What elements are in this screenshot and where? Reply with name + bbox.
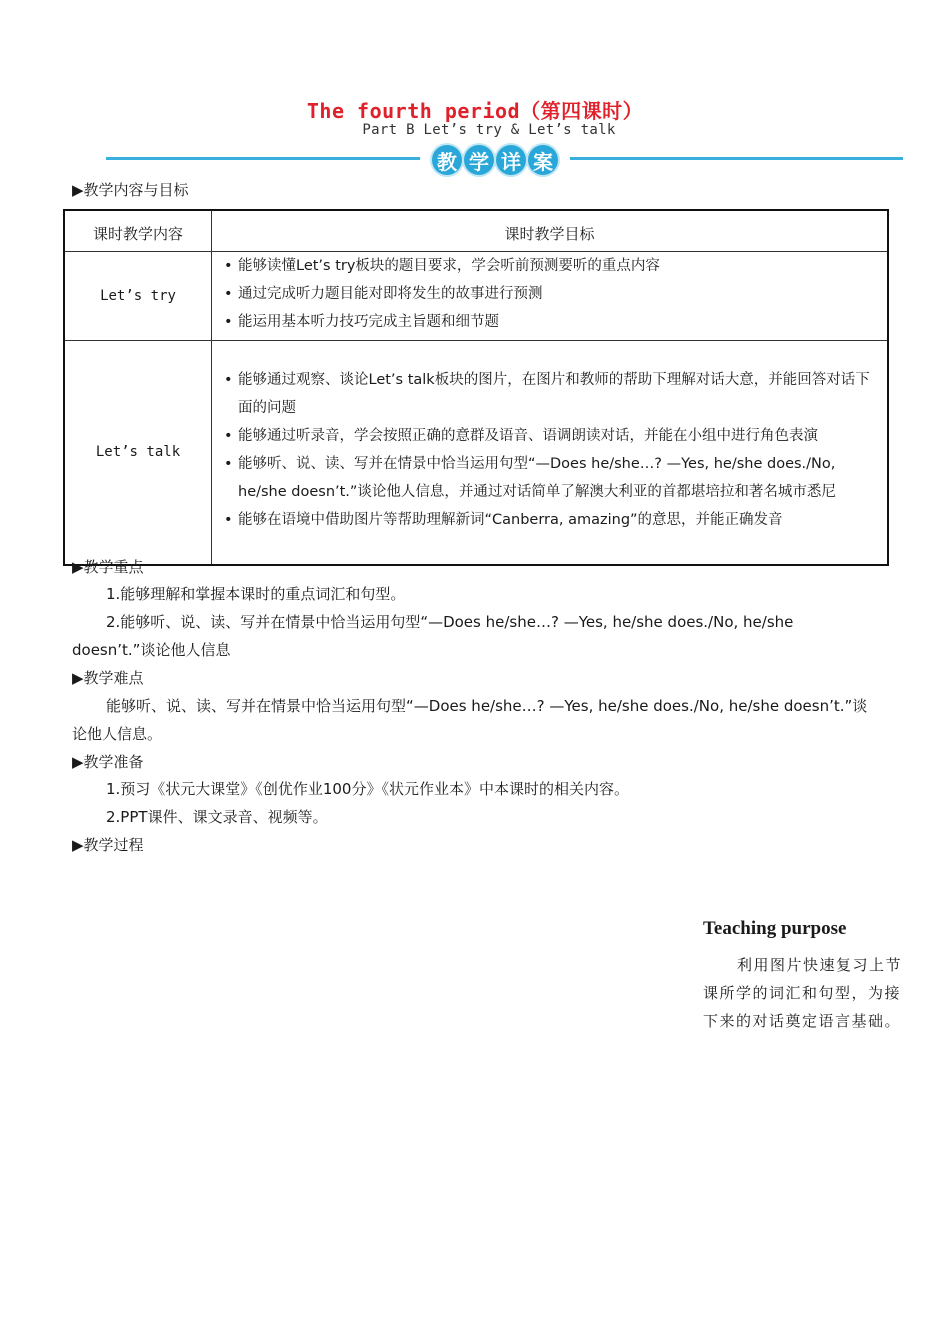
page-subtitle: Part B Let’s try & Let’s talk — [362, 122, 616, 138]
banner-char: 详 — [496, 145, 526, 175]
section-heading-difficulties: ▶教学难点 — [72, 669, 144, 687]
sidebar-title: Teaching purpose — [703, 918, 847, 939]
key-point-item: 2.能够听、说、读、写并在情景中恰当运用句型“—Does he/she…? —Yes, he/she does./No, he/she doesn’t.”谈论他人信息 — [72, 613, 794, 659]
section-heading-process: ▶教学过程 — [72, 836, 144, 854]
table-cell-content: Let’s try — [64, 252, 212, 341]
table-cell-goals — [212, 252, 889, 341]
section-heading-content-goals: ▶教学内容与目标 — [72, 181, 189, 199]
goal-item: • 通过完成听力题目能对即将发生的故事进行预测 — [222, 280, 873, 308]
section-heading-preparation: ▶教学准备 — [72, 753, 144, 771]
goal-item: • 能够通过听录音，学会按照正确的意群及语音、语调朗读对话，并能在小组中进行角色表演 — [222, 422, 873, 450]
sidebar-text: 利用图片快速复习上节课所学的词汇和句型，为接下来的对话奠定语言基础。 — [703, 956, 903, 1030]
goal-item: • 能够读懂Let’s try板块的题目要求，学会听前预测要听的重点内容 — [222, 252, 873, 280]
key-point-item: 1.能够理解和掌握本课时的重点词汇和句型。 — [106, 585, 406, 603]
goal-item: • 能够在语境中借助图片等帮助理解新词“Canberra, amazing”的意思，并能正确发音 — [222, 506, 873, 534]
table-header: 课时教学内容 — [64, 210, 212, 252]
lesson-plan-banner — [420, 146, 570, 174]
goal-item: • 能够听、说、读、写并在情景中恰当运用句型“—Does he/she…? —Yes, he/she does./No, he/she doesn’t.”谈论他人信息，并通过对话简单了解澳大利亚的首都堪培拉和著名城市悉尼 — [222, 450, 873, 506]
banner-char: 学 — [464, 145, 494, 175]
goal-item: • 能够通过观察、谈论Let’s talk板块的图片，在图片和教师的帮助下理解对话大意，并能回答对话下面的问题 — [222, 366, 873, 422]
table-header: 课时教学目标 — [212, 210, 889, 252]
preparation-item: 1.预习《状元大课堂》《创优作业100分》《状元作业本》中本课时的相关内容。 — [106, 780, 629, 798]
banner-char: 案 — [528, 145, 558, 175]
section-heading-key-points: ▶教学重点 — [72, 558, 144, 576]
difficulty-text: 能够听、说、读、写并在情景中恰当运用句型“—Does he/she…? —Yes, he/she does./No, he/she doesn’t.”谈论他人信息。 — [72, 697, 868, 743]
table-row — [64, 341, 888, 565]
goals-table — [63, 209, 889, 566]
preparation-item: 2.PPT课件、课文录音、视频等。 — [106, 808, 328, 826]
table-cell-content: Let’s talk — [64, 341, 212, 565]
table-cell-goals — [212, 341, 889, 565]
table-row — [64, 252, 888, 341]
banner-char: 教 — [432, 145, 462, 175]
table-header-row — [64, 210, 888, 252]
goal-item: • 能运用基本听力技巧完成主旨题和细节题 — [222, 308, 873, 336]
page-title: The fourth period（第四课时） — [306, 99, 644, 123]
